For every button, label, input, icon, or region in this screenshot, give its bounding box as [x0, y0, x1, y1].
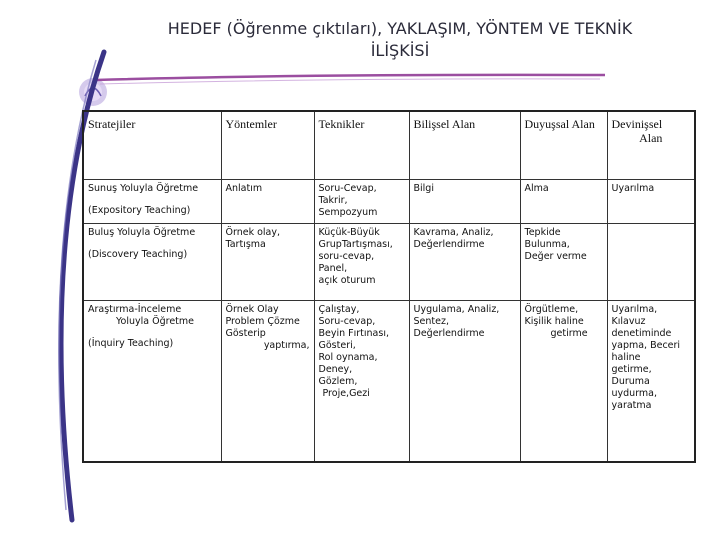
- row3-psychomotor-text: Uyarılma, Kılavuz denetiminde yapma, Beceri haline getirme, Duruma uydurma, yaratma: [611, 303, 681, 411]
- row2-cognitive-text: Kavrama, Analiz, Değerlendirme: [413, 226, 494, 250]
- row2-cognitive: [409, 223, 520, 300]
- row1-cognitive-text: Bilgi: [413, 182, 434, 194]
- row3-technique-text: Çalıştay, Soru-cevap, Beyin Fırtınası, Gösteri, Rol oynama, Deney, Gözlem,: [318, 303, 389, 387]
- row1-method: [221, 179, 314, 223]
- row3-strategy-english: (İnquiry Teaching): [88, 337, 174, 349]
- row1-technique-text: Soru-Cevap, Takrir, Sempozyum: [318, 182, 378, 218]
- row2-affective: [520, 223, 607, 300]
- row1-technique: [314, 179, 409, 223]
- row3-strategy: [83, 300, 221, 462]
- row1-strategy-name: Sunuş Yoluyla Öğretme: [88, 182, 199, 194]
- strategy-table: [82, 110, 696, 463]
- header-methods: Yöntemler: [221, 111, 314, 179]
- row3-strategy-name-line2: Yoluyla Öğretme: [116, 315, 194, 327]
- row1-strategy-english: (Expository Teaching): [88, 204, 191, 216]
- row3-affective: [520, 300, 607, 462]
- row1-strategy: [83, 179, 221, 223]
- row3-psychomotor: [607, 300, 695, 462]
- row2-technique: [314, 223, 409, 300]
- row2-technique-text: Küçük-Büyük GrupTartışması, soru-cevap, Panel, açık oturum: [318, 226, 393, 286]
- row2-strategy: [83, 223, 221, 300]
- row2-psychomotor: [607, 223, 695, 300]
- table-header-row: [83, 111, 695, 179]
- row3-technique-text-end: Proje,Gezi: [322, 387, 370, 399]
- row2-strategy-english: (Discovery Teaching): [88, 248, 188, 260]
- header-psychomotor-line1: Devinişsel: [611, 117, 663, 131]
- row3-method: [221, 300, 314, 462]
- page-title: [100, 18, 700, 62]
- row3-cognitive: [409, 300, 520, 462]
- header-strategies: Stratejiler: [83, 111, 221, 179]
- row3-cognitive-text: Uygulama, Analiz, Sentez, Değerlendirme: [413, 303, 500, 339]
- row2-method: [221, 223, 314, 300]
- row1-method-text: Anlatım: [225, 182, 263, 194]
- table-row: [83, 300, 695, 462]
- page-title-line1: HEDEF (Öğrenme çıktıları), YAKLAŞIM, YÖNTEM VE TEKNİK: [167, 19, 633, 38]
- page-title-line2: İLİŞKİSİ: [370, 41, 430, 60]
- table-row: [83, 179, 695, 223]
- row3-technique: [314, 300, 409, 462]
- header-affective: Duyuşsal Alan: [520, 111, 607, 179]
- row1-affective-text: Alma: [524, 182, 549, 194]
- row1-psychomotor-text: Uyarılma: [611, 182, 655, 194]
- header-techniques: Teknikler: [314, 111, 409, 179]
- row2-affective-text: Tepkide Bulunma, Değer verme: [524, 226, 587, 262]
- row3-strategy-name: Araştırma-İnceleme: [88, 303, 182, 315]
- row1-psychomotor: [607, 179, 695, 223]
- header-psychomotor: [607, 111, 695, 179]
- row3-affective-text: Örgütleme, Kişilik haline: [524, 303, 584, 327]
- table-row: [83, 223, 695, 300]
- row3-affective-text-end: getirme: [550, 327, 588, 339]
- row2-strategy-name: Buluş Yoluyla Öğretme: [88, 226, 196, 238]
- row1-affective: [520, 179, 607, 223]
- row2-method-text: Örnek olay, Tartışma: [225, 226, 281, 250]
- row3-method-text: Örnek Olay Problem Çözme Gösterip: [225, 303, 300, 339]
- header-cognitive: Bilişsel Alan: [409, 111, 520, 179]
- header-psychomotor-line2: Alan: [639, 131, 663, 145]
- row3-method-text-end: yaptırma,: [263, 339, 310, 351]
- row1-cognitive: [409, 179, 520, 223]
